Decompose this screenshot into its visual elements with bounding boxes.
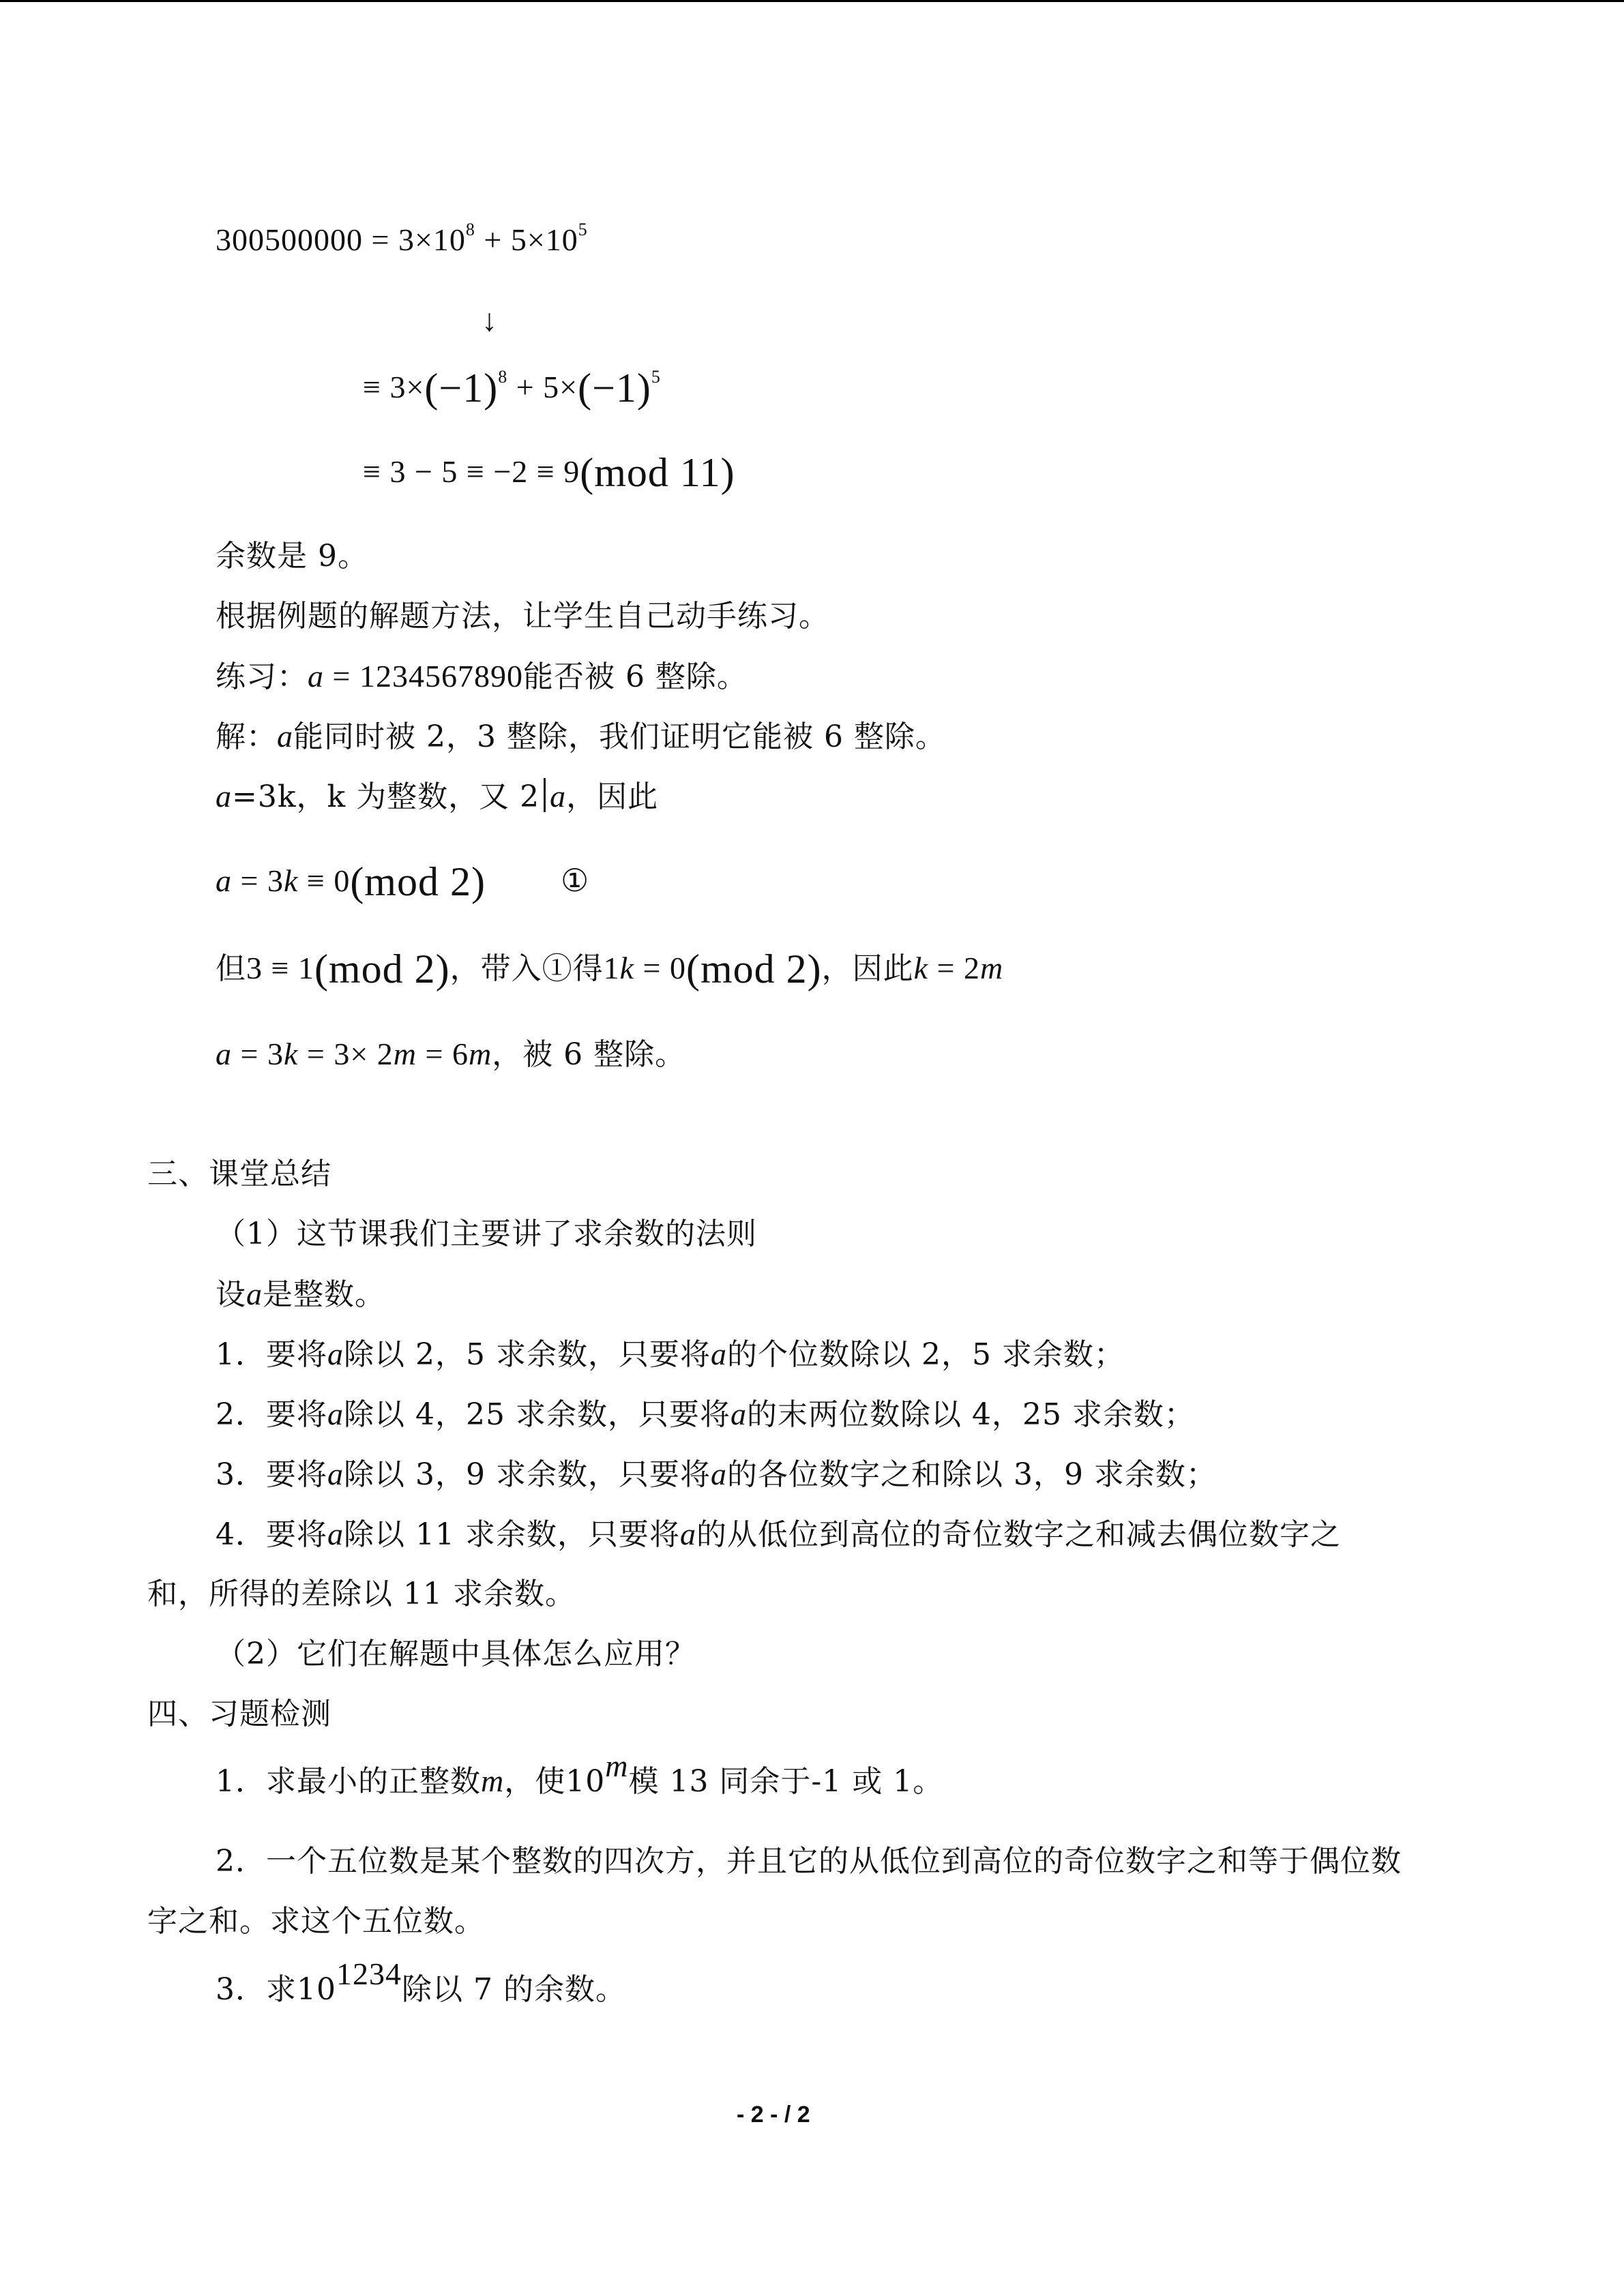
text: 的末两位数除以 4，25 求余数； bbox=[746, 1397, 1195, 1432]
practice-line bbox=[216, 656, 748, 698]
summary-item-1: （1）这节课我们主要讲了求余数的法则 bbox=[216, 1217, 757, 1251]
text: 的各位数字之和除以 3，9 求余数； bbox=[726, 1457, 1217, 1492]
var-a: a bbox=[327, 1397, 344, 1431]
exponent: 5 bbox=[651, 367, 661, 387]
exponent: 8 bbox=[465, 220, 475, 239]
eq-text: 3 ≡ 1 bbox=[246, 951, 314, 985]
text: 是整数。 bbox=[263, 1277, 385, 1312]
text: 1．求最小的正整数 bbox=[216, 1764, 481, 1799]
text: 1．要将 bbox=[216, 1337, 327, 1372]
equation-mod2 bbox=[216, 859, 590, 904]
exercise-2-continued: 字之和。求这个五位数。 bbox=[147, 1904, 485, 1939]
eq-paren: (mod 2) bbox=[350, 859, 486, 904]
eq-text: = 3 bbox=[232, 1037, 284, 1071]
text: 设 bbox=[216, 1277, 246, 1312]
text: ，使10 bbox=[504, 1764, 606, 1799]
rule-1 bbox=[216, 1334, 1125, 1375]
top-border bbox=[0, 0, 1624, 2]
var-a: a bbox=[710, 1457, 727, 1491]
rule-4 bbox=[216, 1514, 1341, 1555]
eq-text: = 1234567890 bbox=[324, 659, 523, 694]
remainder-line: 余数是 9。 bbox=[216, 539, 368, 573]
eq-text: = 0 bbox=[634, 951, 686, 985]
var-m: m bbox=[393, 1037, 417, 1071]
var-k: k bbox=[913, 951, 929, 985]
var-a: a bbox=[308, 659, 324, 694]
down-arrow: ↓ bbox=[482, 303, 498, 338]
var-k: k bbox=[619, 951, 635, 985]
eq-paren: (mod 2) bbox=[685, 946, 822, 992]
equation-congruence-1 bbox=[363, 366, 661, 411]
eq-text: = 3 bbox=[232, 863, 284, 898]
exponent: 5 bbox=[578, 220, 588, 239]
var-a: a bbox=[327, 1337, 344, 1371]
section-heading-exercises: 四、习题检测 bbox=[147, 1697, 331, 1731]
eq-text: ≡ 3 − 5 ≡ −2 ≡ 9 bbox=[363, 454, 580, 489]
text: ，被 6 整除。 bbox=[492, 1037, 686, 1072]
exponent: 1234 bbox=[336, 1956, 402, 1991]
var-m: m bbox=[979, 951, 1004, 985]
eq-paren: (mod 2) bbox=[314, 946, 450, 992]
set-a-line bbox=[216, 1274, 385, 1315]
label: 练习： bbox=[216, 659, 308, 694]
var-a: a bbox=[216, 779, 232, 814]
section-heading-summary: 三、课堂总结 bbox=[147, 1157, 331, 1191]
eq-paren: (−1) bbox=[424, 366, 499, 411]
eq-text: ≡ 3× bbox=[363, 370, 425, 404]
eq-text: = 2 bbox=[928, 951, 980, 985]
solution-line bbox=[216, 716, 946, 758]
text: 能同时被 2，3 整除，我们证明它能被 6 整除。 bbox=[293, 719, 946, 754]
exercise-2: 2．一个五位数是某个整数的四次方，并且它的从低位到高位的奇位数字之和等于偶位数 bbox=[216, 1844, 1402, 1879]
text: 的个位数除以 2，5 求余数； bbox=[726, 1337, 1125, 1372]
eq-text: + 5×10 bbox=[475, 222, 578, 257]
eq-text: = 6 bbox=[417, 1037, 469, 1071]
var-a: a bbox=[327, 1517, 344, 1551]
substitution-line bbox=[216, 946, 1004, 992]
var-k: k bbox=[283, 863, 299, 898]
var-m: m bbox=[468, 1037, 492, 1071]
var-a: a bbox=[679, 1517, 696, 1551]
equation-expansion bbox=[216, 220, 588, 260]
equation-congruence-2 bbox=[363, 450, 735, 495]
eq-paren: (−1) bbox=[578, 366, 651, 411]
label: 解： bbox=[216, 719, 277, 754]
var-a: a bbox=[216, 863, 232, 898]
text: 3．要将 bbox=[216, 1457, 327, 1492]
text: 模 13 同余于-1 或 1。 bbox=[628, 1764, 944, 1799]
var-a: a bbox=[327, 1457, 344, 1491]
method-line: 根据例题的解题方法，让学生自己动手练习。 bbox=[216, 599, 829, 633]
rule-2 bbox=[216, 1394, 1195, 1435]
text: 3．求10 bbox=[216, 1972, 336, 2007]
conclusion-line bbox=[216, 1034, 685, 1075]
divides-line bbox=[216, 776, 658, 818]
text: 除以 3，9 求余数，只要将 bbox=[344, 1457, 711, 1492]
text: 2．要将 bbox=[216, 1397, 327, 1432]
divides-bar bbox=[544, 778, 546, 812]
text: ，带入①得 bbox=[449, 951, 604, 986]
text: 除以 4，25 求余数，只要将 bbox=[344, 1397, 730, 1432]
eq-text: = 3× 2 bbox=[298, 1037, 394, 1071]
text: 的从低位到高位的奇位数字之和减去偶位数字之 bbox=[696, 1517, 1341, 1552]
var-a: a bbox=[710, 1337, 727, 1371]
text: =3k，k 为整数，又 2 bbox=[232, 779, 540, 814]
var-a: a bbox=[730, 1397, 747, 1431]
text: 但 bbox=[216, 951, 246, 986]
eq-text: + 5× bbox=[507, 370, 578, 404]
eq-text: 300500000 = 3×10 bbox=[216, 222, 466, 257]
eq-text: 1 bbox=[603, 951, 620, 985]
rule-3 bbox=[216, 1454, 1217, 1495]
var-a: a bbox=[277, 719, 293, 754]
text: 能否被 6 整除。 bbox=[522, 659, 748, 694]
var-a: a bbox=[246, 1277, 263, 1311]
text: 除以 11 求余数，只要将 bbox=[344, 1517, 680, 1552]
exponent: m bbox=[605, 1748, 629, 1783]
exercise-1 bbox=[216, 1748, 944, 1802]
text: ，因此 bbox=[566, 779, 659, 814]
var-a: a bbox=[216, 1037, 232, 1071]
eq-text: ≡ 0 bbox=[298, 863, 351, 898]
summary-item-2: （2）它们在解题中具体怎么应用？ bbox=[216, 1637, 696, 1671]
var-a: a bbox=[550, 779, 567, 814]
exponent: 8 bbox=[498, 367, 508, 387]
exercise-3 bbox=[216, 1956, 626, 2010]
text: 4．要将 bbox=[216, 1517, 327, 1552]
text: 除以 7 的余数。 bbox=[401, 1972, 626, 2007]
rule-4-continued: 和，所得的差除以 11 求余数。 bbox=[147, 1577, 576, 1611]
circled-one: ① bbox=[560, 863, 590, 898]
page-number: - 2 - / 2 bbox=[737, 2102, 810, 2128]
text: ，因此 bbox=[821, 951, 914, 986]
var-k: k bbox=[283, 1037, 299, 1071]
text: 除以 2，5 求余数，只要将 bbox=[344, 1337, 711, 1372]
var-m: m bbox=[481, 1763, 505, 1798]
eq-paren: (mod 11) bbox=[580, 450, 735, 495]
